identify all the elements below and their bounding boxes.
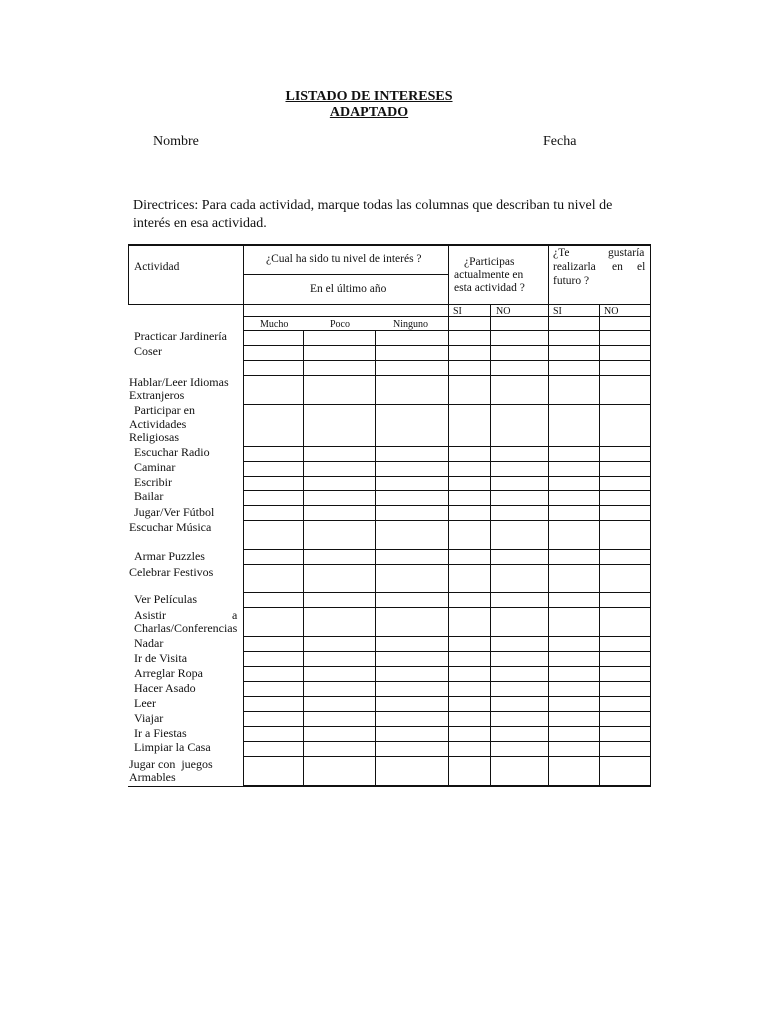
table-bottom-border-left: [128, 786, 243, 787]
row-line: [243, 651, 650, 652]
header-gustaria-word: gustaría: [608, 247, 645, 259]
column-divider-si-2: [599, 304, 600, 787]
activity-label: Participar en: [134, 403, 195, 417]
row-line: [243, 490, 650, 491]
row-line: [243, 345, 650, 346]
title-line-2: ADAPTADO: [329, 105, 409, 120]
header-actividad: Actividad: [134, 261, 180, 273]
header-mucho: Mucho: [260, 319, 289, 330]
row-line: [243, 711, 650, 712]
nombre-label: Nombre: [153, 134, 199, 149]
activity-label: Caminar: [134, 460, 176, 474]
activity-label: Religiosas: [129, 430, 179, 444]
activity-label: Extranjeros: [129, 388, 185, 402]
fecha-label: Fecha: [543, 134, 577, 149]
row-line: [243, 520, 650, 521]
title-line-1: LISTADO DE INTERESES: [285, 89, 453, 104]
row-line: [243, 666, 650, 667]
header-participas-line-1: ¿Participas: [464, 256, 515, 268]
row-line: [243, 681, 650, 682]
header-si-2: SI: [553, 306, 562, 317]
header-gustaria-en: en: [612, 261, 623, 273]
row-line: [243, 404, 650, 405]
column-divider-si-1: [490, 304, 491, 787]
header-participas-line-3: esta actividad ?: [454, 282, 525, 294]
row-line: [243, 592, 650, 593]
activity-label: Actividades: [129, 417, 187, 431]
row-line: [243, 375, 650, 376]
activity-label: Ir de Visita: [134, 651, 188, 665]
header-gustaria-realizarla: realizarla: [553, 261, 596, 273]
activity-label: Escuchar Radio: [134, 445, 210, 459]
table-bottom-border: [243, 785, 651, 787]
row-line: [243, 741, 650, 742]
activity-label: Bailar: [134, 489, 164, 503]
row-line: [243, 446, 650, 447]
activity-label: Hacer Asado: [134, 681, 196, 695]
table-right-border: [650, 244, 651, 787]
activity-label: Armables: [129, 770, 176, 784]
row-line: [243, 756, 650, 757]
activity-label: Escribir: [134, 475, 172, 489]
activity-label: Viajar: [134, 711, 164, 725]
activity-label: Celebrar Festivos: [129, 565, 214, 579]
directions-line-2: interés en esa actividad.: [133, 216, 267, 231]
header-gustaria-el: el: [637, 261, 646, 273]
row-line: [243, 726, 650, 727]
row-line: [243, 316, 650, 317]
activity-label: Limpiar la Casa: [134, 740, 211, 754]
header-gustaria-futuro: futuro ?: [553, 275, 590, 287]
activity-label: Coser: [134, 344, 162, 358]
row-line: [243, 549, 650, 550]
activity-label: a: [232, 608, 238, 622]
row-line: [243, 461, 650, 462]
header-no-2: NO: [604, 306, 619, 317]
activity-label: Nadar: [134, 636, 164, 650]
header-divider-main: [128, 304, 650, 305]
header-interest: ¿Cual ha sido tu nivel de interés ?: [266, 253, 422, 265]
table-top-border: [128, 244, 650, 246]
activity-label: Charlas/Conferencias: [134, 621, 238, 635]
row-line: [243, 476, 650, 477]
row-line: [243, 330, 650, 331]
header-participas-line-2: actualmente en: [454, 269, 524, 281]
row-line: [243, 360, 650, 361]
activity-label: Ir a Fiestas: [134, 726, 187, 740]
activity-label: Armar Puzzles: [134, 549, 205, 563]
header-ninguno: Ninguno: [393, 319, 428, 330]
row-line: [243, 696, 650, 697]
activity-label: Practicar Jardinería: [134, 329, 227, 343]
activity-label: Escuchar Música: [129, 520, 212, 534]
table-left-border: [128, 244, 129, 304]
header-interest-sub: En el último año: [310, 283, 387, 295]
activity-label: Ver Películas: [134, 592, 197, 606]
row-line: [243, 607, 650, 608]
column-divider-interest: [448, 244, 449, 787]
activity-label: Jugar con juegos: [129, 757, 213, 771]
column-divider-poco: [375, 330, 376, 787]
column-divider-mucho: [303, 330, 304, 787]
header-divider-interest: [243, 274, 448, 275]
activity-label: Jugar/Ver Fútbol: [134, 505, 215, 519]
directions: [133, 197, 633, 233]
activity-label: Leer: [134, 696, 156, 710]
column-divider-participas: [548, 244, 549, 787]
row-line: [243, 505, 650, 506]
header-poco: Poco: [330, 319, 350, 330]
header-no-1: NO: [496, 306, 511, 317]
activity-label: Arreglar Ropa: [134, 666, 203, 680]
header-gustaria-te: ¿Te: [553, 247, 570, 259]
row-line: [243, 564, 650, 565]
activity-label: Hablar/Leer Idiomas: [129, 375, 229, 389]
header-si-1: SI: [453, 306, 462, 317]
activity-label: Asistir: [134, 608, 167, 622]
directions-line-1: Directrices: Para cada actividad, marque todas las columnas que describan tu nivel de: [133, 198, 613, 213]
column-divider-activity: [243, 244, 244, 787]
row-line: [243, 636, 650, 637]
